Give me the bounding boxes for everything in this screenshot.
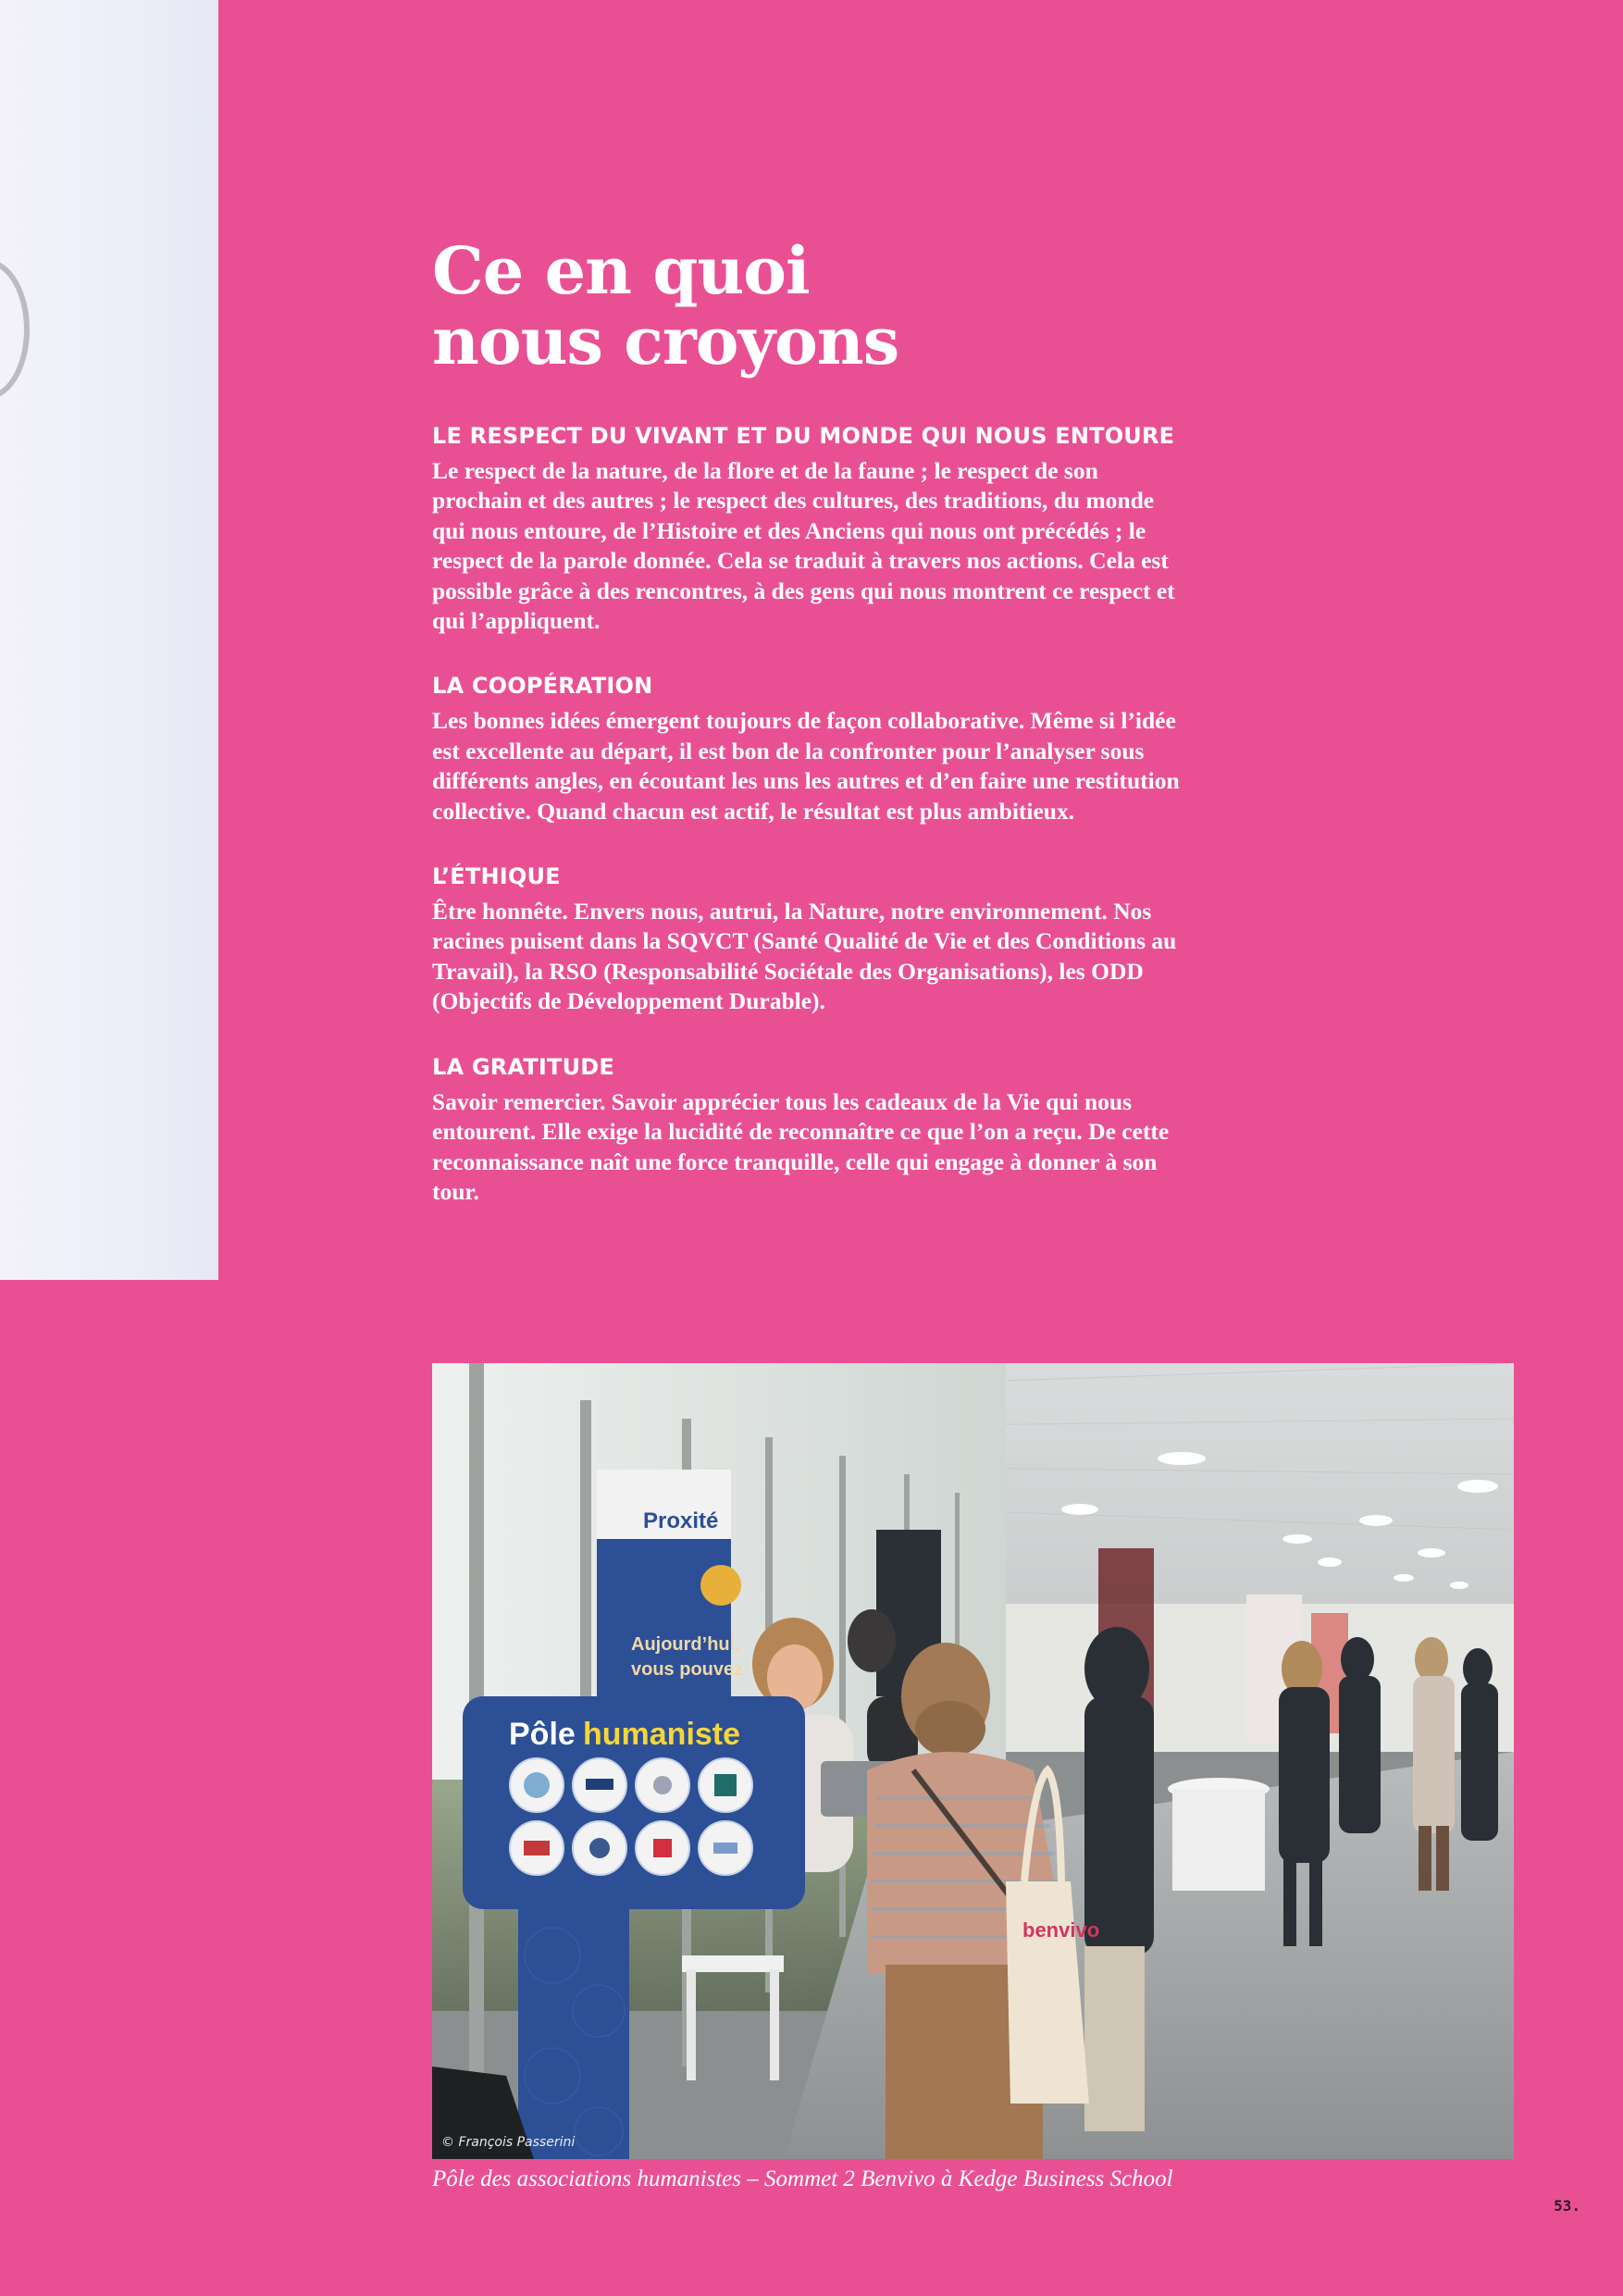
section-respect (432, 421, 1191, 636)
section-body: Les bonnes idées émergent toujours de façon collaborative. Même si l’idée est excellente au départ, il est bon de la confronter pour l’analyser sous différents angles, en écoutant les uns les autres et d’en faire une restitution collective. Quand chacun est actif, le résultat est plus ambitieux. (432, 707, 1180, 825)
page-number: 53. (1554, 2197, 1580, 2215)
photo-caption: Pôle des associations humanistes – Sommet 2 Benvivo à Kedge Business School (432, 2166, 1173, 2191)
banner-text-2: Aujourd’hui, (631, 1634, 740, 1655)
section-body: Le respect de la nature, de la flore et de la faune ; le respect de son prochain et des autres ; le respect des cultures, des traditions, du monde qui nous entoure, de l’Histoire et des Anciens qui nous ont précédés ; le respect de la parole donnée. Cela se traduit à travers nos actions. Cela est possible grâce à des rencontres, à des gens qui nous montrent ce respect et qui l’appliquent. (432, 457, 1175, 635)
section-gratitude (432, 1052, 1191, 1208)
sign-title-part2: humaniste (583, 1717, 741, 1752)
section-body: Être honnête. Envers nous, autrui, la Nature, notre environnement. Nos racines puisent dans la SQVCT (Santé Qualité de Vie et des Conditions au Travail), la RSO (Responsabilité Sociétale des Organisations), les ODD (Objectifs de Développement Durable). (432, 898, 1177, 1015)
bag-logo-text: benvivo (1022, 1918, 1100, 1942)
event-photo (432, 1363, 1514, 2159)
photo-credit: © François Passerini (441, 2135, 576, 2150)
portrait-hair-detail (0, 259, 30, 400)
banner-text-3: vous pouvez (631, 1659, 744, 1680)
section-ethique (432, 862, 1191, 1017)
page-title-line-2: nous croyons (432, 303, 899, 379)
banner-text-1: Proxité (643, 1508, 719, 1533)
section-heading: LA GRATITUDE (432, 1053, 614, 1080)
page-title (432, 232, 1191, 379)
main-content (432, 232, 1191, 1207)
left-portrait-photo (0, 0, 218, 1280)
section-heading: LA COOPÉRATION (432, 673, 653, 700)
section-heading: LE RESPECT DU VIVANT ET DU MONDE QUI NOUS ENTOURE (432, 423, 1175, 449)
sign-title-part1: Pôle (509, 1717, 576, 1752)
section-heading: L’ÉTHIQUE (432, 863, 561, 890)
page-title-line-1: Ce en quoi (432, 232, 810, 309)
section-cooperation (432, 671, 1191, 826)
section-body: Savoir remercier. Savoir apprécier tous les cadeaux de la Vie qui nous entourent. Elle exige la lucidité de reconnaître ce que l’on a reçu. De cette reconnaissance naît une force tranquille, celle qui engage à donner à son tour. (432, 1087, 1170, 1205)
event-photo-illustration (432, 1363, 1514, 2159)
